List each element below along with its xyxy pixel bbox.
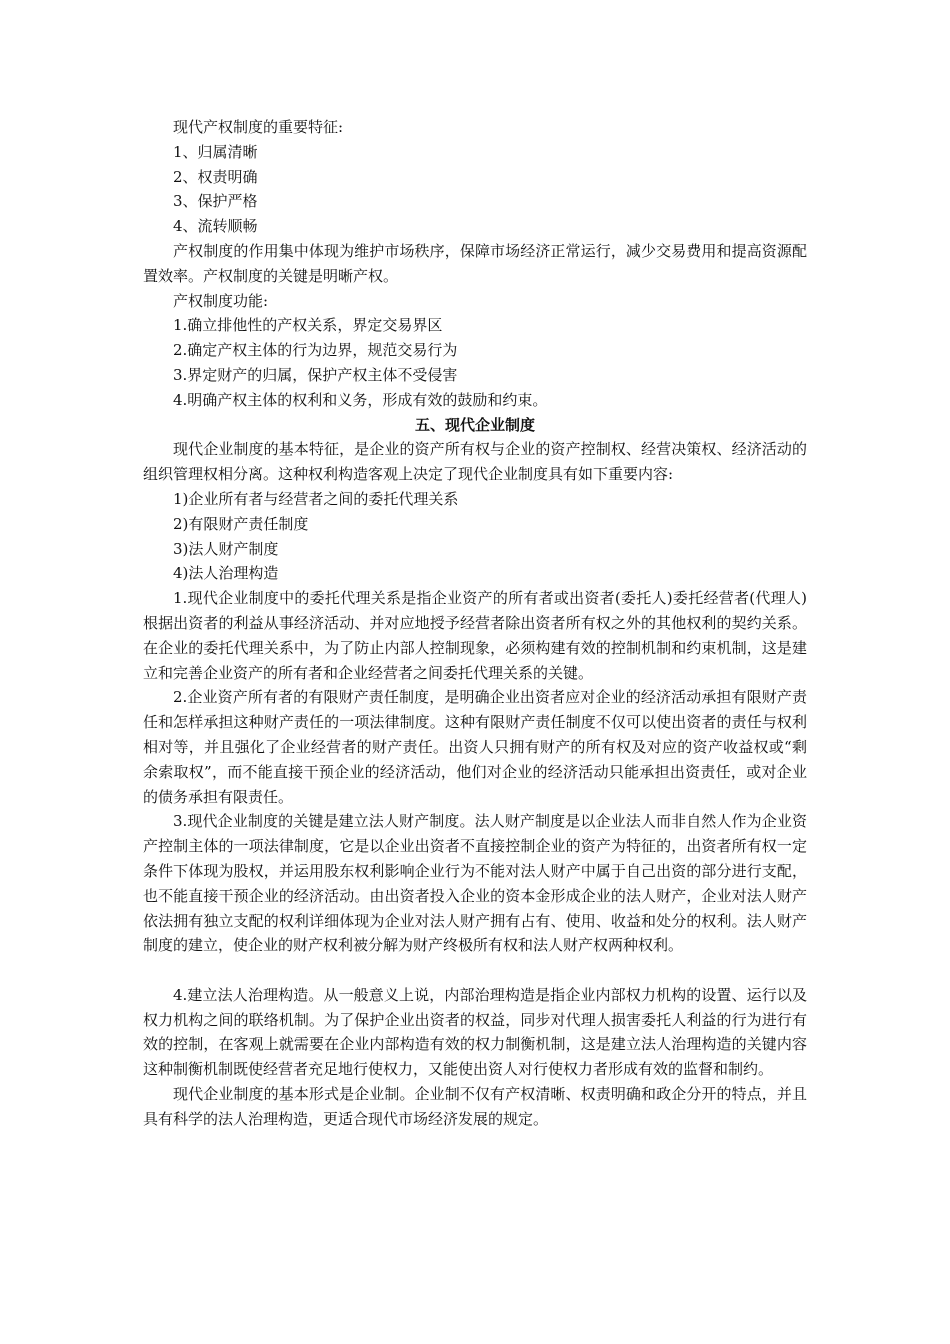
conclusion-paragraph: 现代企业制度的基本形式是企业制。企业制不仅有产权清晰、权责明确和政企分开的特点，并且具有科学的法人治理构造，更适合现代市场经济发展的规定。 [143,1085,807,1128]
section-heading: 五、现代企业制度 [414,415,535,434]
principal-agent-paragraph: 1.现代企业制度中的委托代理关系是指企业资产的所有者或出资者(委托人)委托经营者(代理人)根据出资者的利益从事经济活动、并对应地授予经营者除出资者所有权之外的其他权利的契约关系。在企业的委托代理关系中，为了防止内部人控制现象，必须构建有效的控制机制和约束机制，这是建立和完善企业资产的所有者和企业经营者之间委托代理关系的关键。 [143,589,807,682]
enterprise-intro-paragraph: 现代企业制度的基本特征，是企业的资产所有权与企业的资产控制权、经营决策权、经济活动的组织管理权相分离。这种权利构造客观上决定了现代企业制度具有如下重要内容: [143,440,807,484]
content-item-3: 3)法人财产制度 [173,539,279,558]
function-item-3: 3.界定财产的归属，保护产权主体不受侵害 [173,365,458,384]
content-item-1: 1)企业所有者与经营者之间的委托代理关系 [173,489,459,508]
governance-structure-paragraph: 4.建立法人治理构造。从一般意义上说，内部治理构造是指企业内部权力机构的设置、运行以及权力机构之间的联络机制。为了保护企业出资者的权益，同步对代理人损害委托人利益的行为进行有效的控制，在客观上就需要在企业内部构造有效的权力制衡机制，这是建立法人治理构造的关键内容这种制衡机制既使经营者充足地行使权力，又能使出资人对行使权力者形成有效的监督和制约。 [143,985,807,1079]
legal-person-property-paragraph: 3.现代企业制度的关键是建立法人财产制度。法人财产制度是以企业法人而非自然人作为企业资产控制主体的一项法律制度，它是以企业出资者不直接控制企业的资产为特征的，出资者所有权一定条件下体现为股权，并运用股东权利影响企业行为不能对法人财产中属于自己出资的部分进行支配，也不能直接干预企业的经济活动。由出资者投入企业的资本金形成企业的法人财产，企业对法人财产依法拥有独立支配的权利详细体现为企业对法人财产拥有占有、使用、收益和处分的权利。法人财产制度的建立，使企业的财产权利被分解为财产终极所有权和法人财产权两种权利。 [143,812,807,955]
feature-item-2: 2、权责明确 [173,167,258,186]
limited-liability-paragraph: 2.企业资产所有者的有限财产责任制度，是明确企业出资者应对企业的经济活动承担有限财产责任和怎样承担这种财产责任的一项法律制度。这种有限财产责任制度不仅可以使出资者的责任与权利相对等，并且强化了企业经营者的财产责任。出资人只拥有财产的所有权及对应的资产收益权或“剩余索取权”，而不能直接干预企业的经济活动，他们对企业的经济活动只能承担出资责任，或对企业的债务承担有限责任。 [143,688,807,806]
feature-item-4: 4、流转顺畅 [173,217,258,236]
feature-item-3: 3、保护严格 [173,192,258,211]
property-rights-paragraph: 产权制度的作用集中体现为维护市场秩序，保障市场经济正常运行，减少交易费用和提高资源配置效率。产权制度的关键是明晰产权。 [143,241,807,285]
document-body [143,115,807,1132]
feature-item-1: 1、归属清晰 [173,142,258,161]
content-item-2: 2)有限财产责任制度 [173,514,309,533]
features-title: 现代产权制度的重要特征: [173,118,344,136]
function-item-4: 4.明确产权主体的权利和义务，形成有效的鼓励和约束。 [173,390,548,409]
functions-title: 产权制度功能: [173,291,269,310]
content-item-4: 4)法人治理构造 [173,564,279,583]
function-item-2: 2.确定产权主体的行为边界，规范交易行为 [173,341,458,360]
function-item-1: 1.确立排他性的产权关系，界定交易界区 [173,316,443,335]
blank-line [143,958,807,983]
